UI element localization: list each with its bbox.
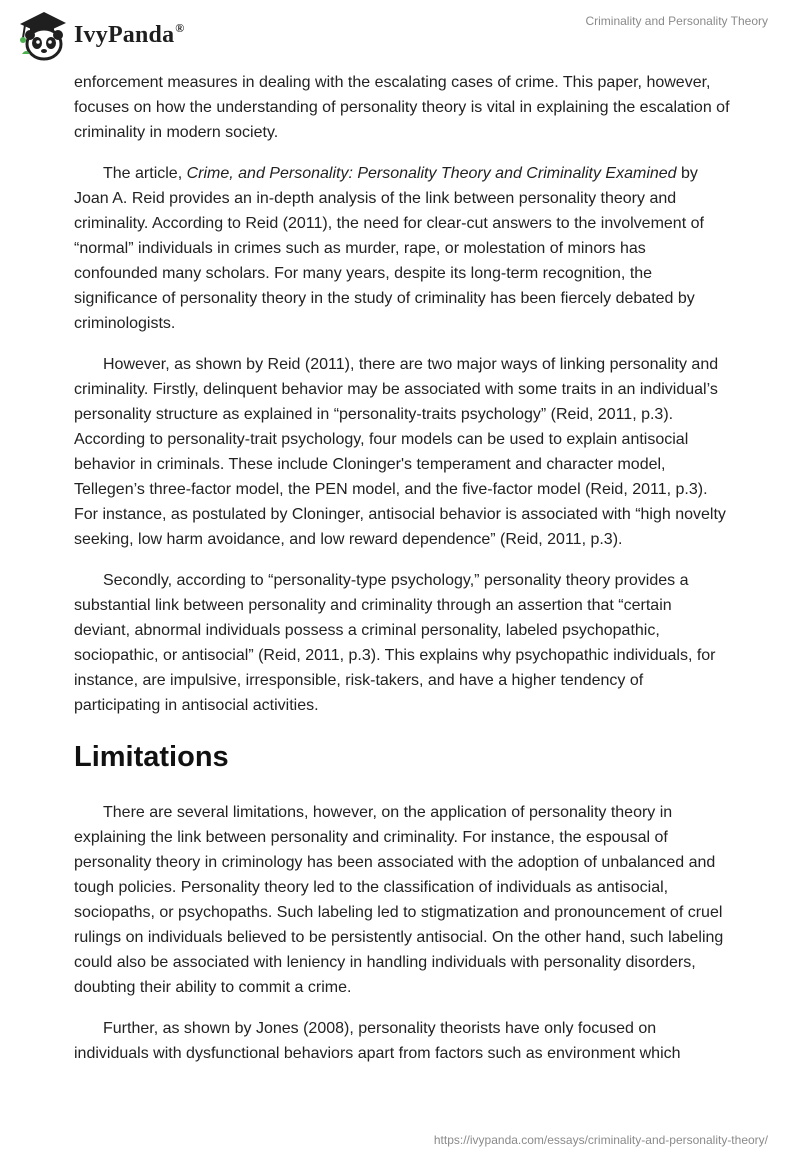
paragraph-3: However, as shown by Reid (2011), there are two major ways of linking personality and criminality. Firstly, delinquent behavior may be associated with some traits in an individual’s personality structure as explained in “personality-traits psychology” (Reid, 2011, p.3). According to personality-trait psychology, four models can be used to explain antisocial behavior in criminals. These include Cloninger's temperament and character model, Tellegen’s three-factor model, the PEN model, and the five-factor model (Reid, 2011, p.3). For instance, as postulated by Cloninger, antisocial behavior is associated with “high novelty seeking, low harm avoidance, and low reward dependence” (Reid, 2011, p.3). (74, 356, 726, 548)
source-url[interactable]: https://ivypanda.com/essays/criminality-and-personality-theory/ (433, 1133, 768, 1147)
panda-graduate-icon (14, 8, 68, 62)
paragraph-6: Further, as shown by Jones (2008), personality theorists have only focused on individuals with dysfunctional behaviors apart from factors such as environment which (74, 1020, 681, 1062)
paragraph-2: The article, Crime, and Personality: Personality Theory and Criminality Examined by Joan A. Reid provides an in-depth analysis of the link between personality theory and criminality. According to Reid (2011), the need for clear-cut answers to the involvement of “normal” individuals in crimes such as murder, rape, or molestation of minors has confounded many scholars. For many years, despite its long-term recognition, the significance of personality theory in the study of criminality has been fiercely debated by criminologists. (74, 165, 704, 332)
section-heading-limitations: Limitations (74, 741, 229, 773)
logo[interactable] (14, 8, 184, 62)
article-title-italic: Crime, and Personality: Personality Theory and Criminality Examined (186, 165, 677, 182)
paragraph-4: Secondly, according to “personality-type psychology,” personality theory provides a substantial link between personality and criminality through an assertion that “certain deviant, abnormal individuals possess a criminal personality, labeled psychopathic, sociopathic, or antisocial” (Reid, 2011, p.3). This explains why psychopathic individuals, for instance, are impulsive, irresponsible, risk-takers, and have a higher tendency of participating in antisocial activities. (74, 572, 716, 714)
logo-text: IvyPanda® (74, 21, 185, 48)
paragraph-5: There are several limitations, however, on the application of personality theory in explaining the link between personality and criminality. For instance, the espousal of personality theory in criminology has been associated with the adoption of unbalanced and tough policies. Personality theory led to the classification of individuals as antisocial, sociopaths, or psychopaths. Such labeling led to stigmatization and pronouncement of cruel rulings on individuals believed to be persistently antisocial. On the other hand, such labeling could also be associated with leniency in handling individuals with personality disorders, doubting their ability to commit a crime. (74, 804, 724, 996)
essay-body (74, 70, 730, 1082)
document-title: Criminality and Personality Theory (585, 14, 768, 28)
paragraph-1: enforcement measures in dealing with the escalating cases of crime. This paper, however, focuses on how the understanding of personality theory is vital in explaining the escalation of criminality in modern society. (74, 74, 730, 141)
page-header (0, 0, 800, 72)
